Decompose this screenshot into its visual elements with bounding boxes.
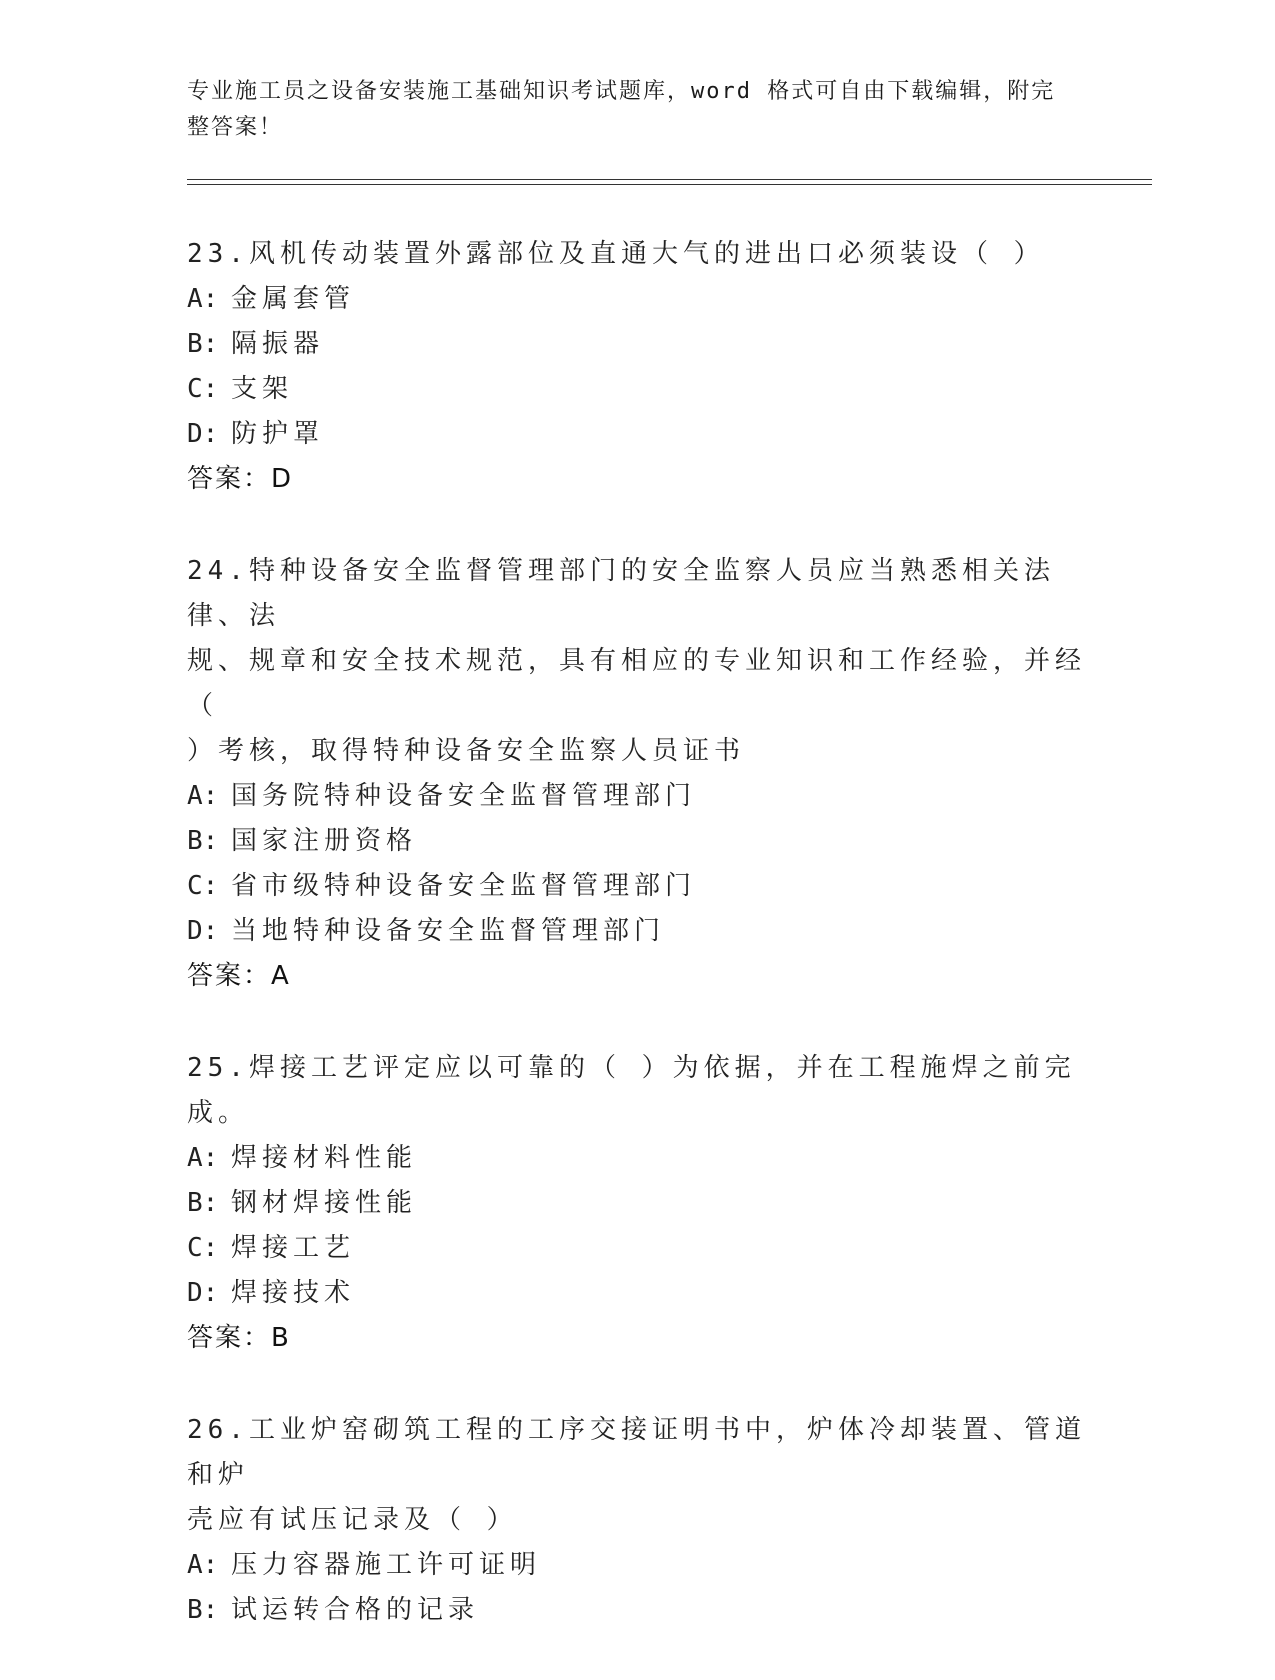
option-label: B: [187, 826, 219, 856]
option-text: 焊接材料性能 [231, 1143, 418, 1173]
option-a [187, 1136, 1087, 1181]
option-text: 钢材焊接性能 [231, 1188, 418, 1218]
option-label: C: [187, 1233, 219, 1263]
header-divider-bottom [187, 184, 1152, 185]
option-label: D: [187, 1278, 219, 1308]
question-text-line: 规、规章和安全技术规范，具有相应的专业知识和工作经验，并经（ [187, 646, 1087, 721]
option-label: A: [187, 1143, 219, 1173]
option-text: 当地特种设备安全监督管理部门 [231, 916, 666, 946]
option-label: D: [187, 916, 219, 946]
question-25 [187, 1046, 1087, 1361]
option-a [187, 774, 1087, 819]
option-label: A: [187, 1550, 219, 1580]
header-title-line-2: 整答案！ [187, 115, 284, 140]
option-b [187, 322, 1087, 367]
option-text: 隔振器 [231, 329, 325, 359]
option-label: C: [187, 871, 219, 901]
answer: 答案：D [187, 464, 294, 494]
option-label: A: [187, 284, 219, 314]
option-label: B: [187, 329, 219, 359]
header-divider-top [187, 179, 1152, 180]
header-title-line-1: 专业施工员之设备安装施工基础知识考试题库，word 格式可自由下载编辑，附完 [187, 79, 1056, 104]
option-a [187, 277, 1087, 322]
option-c [187, 1226, 1087, 1271]
option-text: 金属套管 [231, 284, 356, 314]
question-text-line: 壳应有试压记录及（ ） [187, 1505, 518, 1535]
question-26 [187, 1408, 1087, 1633]
option-label: D: [187, 419, 219, 449]
question-text-line: 26.工业炉窑砌筑工程的工序交接证明书中，炉体冷却装置、管道和炉 [187, 1415, 1086, 1490]
option-b [187, 1181, 1087, 1226]
question-text: 25.焊接工艺评定应以可靠的（ ）为依据，并在工程施焊之前完成。 [187, 1053, 1076, 1128]
question-text-line: ）考核，取得特种设备安全监察人员证书 [187, 736, 746, 766]
option-text: 省市级特种设备安全监督管理部门 [231, 871, 697, 901]
question-23 [187, 232, 1087, 502]
option-text: 国务院特种设备安全监督管理部门 [231, 781, 697, 811]
option-label: C: [187, 374, 219, 404]
option-label: B: [187, 1595, 219, 1625]
option-d [187, 909, 1087, 954]
option-c [187, 367, 1087, 412]
option-d [187, 412, 1087, 457]
option-label: A: [187, 781, 219, 811]
answer: 答案：B [187, 1323, 291, 1353]
option-text: 焊接技术 [231, 1278, 356, 1308]
option-a [187, 1543, 1087, 1588]
option-text: 焊接工艺 [231, 1233, 356, 1263]
option-b [187, 1588, 1087, 1633]
question-text-line: 24.特种设备安全监督管理部门的安全监察人员应当熟悉相关法律、法 [187, 556, 1055, 631]
option-text: 试运转合格的记录 [231, 1595, 480, 1625]
option-c [187, 864, 1087, 909]
option-text: 压力容器施工许可证明 [231, 1550, 542, 1580]
option-b [187, 819, 1087, 864]
option-text: 支架 [231, 374, 294, 404]
option-d [187, 1271, 1087, 1316]
answer: 答案：A [187, 961, 291, 991]
question-24 [187, 549, 1087, 999]
option-label: B: [187, 1188, 219, 1218]
option-text: 防护罩 [231, 419, 325, 449]
question-text: 23.风机传动装置外露部位及直通大气的进出口必须装设（ ） [187, 239, 1045, 269]
option-text: 国家注册资格 [231, 826, 418, 856]
question-list [187, 232, 1087, 1680]
document-header [187, 74, 1067, 146]
